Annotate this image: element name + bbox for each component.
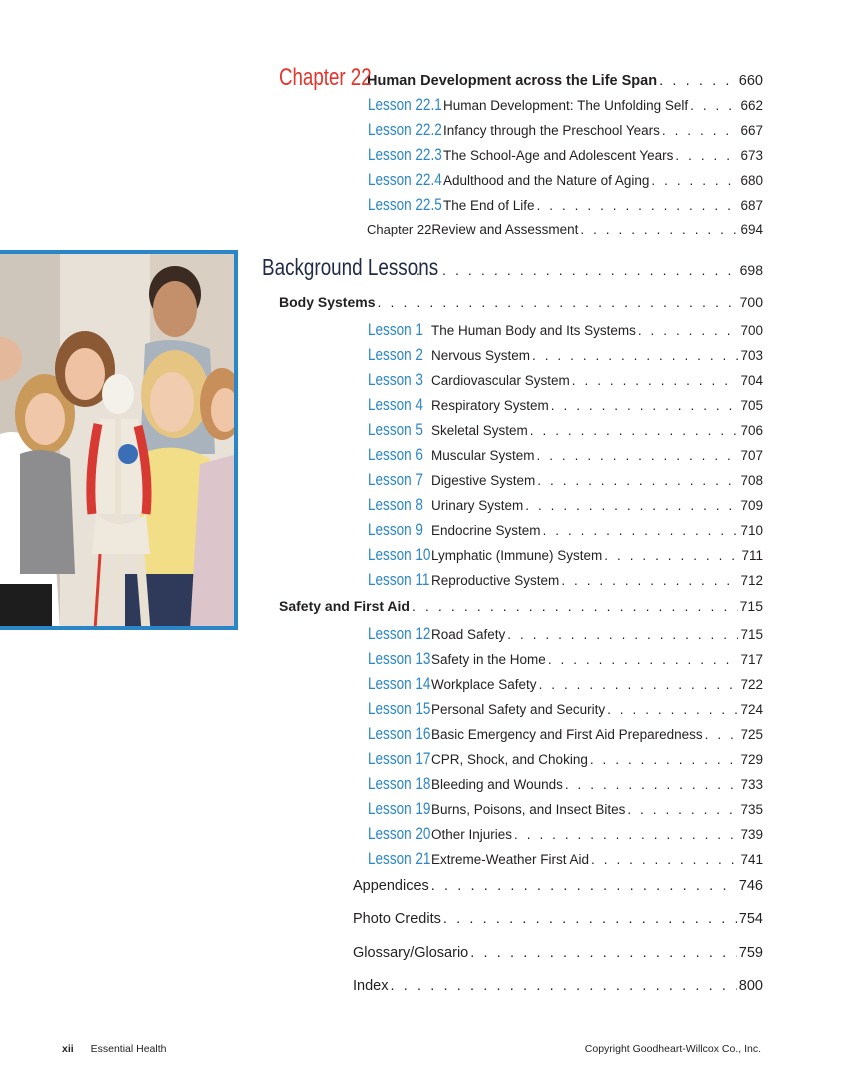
back-matter-row[interactable] <box>353 978 763 994</box>
page-number: 680 <box>740 173 763 188</box>
entry-title: Cardiovascular System <box>431 373 570 388</box>
section-title: Body Systems <box>279 294 376 310</box>
lesson-label: Lesson 4 <box>368 396 423 414</box>
lesson-label: Lesson 3 <box>368 371 423 389</box>
leader-dots <box>532 348 738 363</box>
background-lesson-row[interactable] <box>368 396 763 415</box>
leader-dots <box>543 523 739 538</box>
back-matter-row[interactable] <box>353 945 763 961</box>
back-matter-title: Appendices <box>353 878 429 894</box>
leader-dots <box>507 627 738 642</box>
leader-dots <box>551 398 739 413</box>
page-number: 712 <box>740 573 763 588</box>
lesson-label: Lesson 5 <box>368 421 423 439</box>
leader-dots <box>705 727 739 742</box>
lesson-label: Lesson 7 <box>368 471 423 489</box>
background-lesson-row[interactable] <box>368 700 763 719</box>
leader-dots <box>565 777 739 792</box>
review-label: Chapter 22 <box>367 222 432 237</box>
footer-copyright: Copyright Goodheart-Willcox Co., Inc. <box>584 1043 761 1055</box>
section-heading-row[interactable] <box>279 294 763 310</box>
entry-title: The Human Body and Its Systems <box>431 323 636 338</box>
leader-dots <box>390 978 736 994</box>
background-lesson-row[interactable] <box>368 346 763 365</box>
entry-title: The School-Age and Adolescent Years <box>443 148 674 163</box>
back-matter-title: Index <box>353 978 389 994</box>
leader-dots <box>514 827 738 842</box>
page-number: 687 <box>740 198 763 213</box>
lesson-label: Lesson 1 <box>368 321 423 339</box>
entry-title: Reproductive System <box>431 573 560 588</box>
leader-dots <box>675 148 738 163</box>
leader-dots <box>377 294 737 310</box>
back-matter-title: Photo Credits <box>353 911 441 927</box>
lesson-label: Lesson 22.1 <box>368 96 442 114</box>
chapter-lesson-row[interactable] <box>368 171 763 190</box>
chapter-label: Chapter 22 <box>279 64 372 91</box>
leader-dots <box>416 262 738 278</box>
page-number: 741 <box>740 852 763 867</box>
page-number: 735 <box>740 802 763 817</box>
entry-title: Lymphatic (Immune) System <box>431 548 603 563</box>
page-number: 717 <box>740 652 763 667</box>
background-lesson-row[interactable] <box>368 800 763 819</box>
lesson-label: Lesson 12 <box>368 625 431 643</box>
page-number: 722 <box>740 677 763 692</box>
footer-page-number: xii <box>62 1043 74 1055</box>
page-number: 725 <box>740 727 763 742</box>
lesson-label: Lesson 22.5 <box>368 196 442 214</box>
background-lesson-row[interactable] <box>368 471 763 490</box>
background-lesson-row[interactable] <box>368 321 763 340</box>
entry-title: Adulthood and the Nature of Aging <box>443 173 650 188</box>
leader-dots <box>431 878 737 894</box>
page-number: 704 <box>740 373 763 388</box>
page-number: 662 <box>740 98 763 113</box>
background-lesson-row[interactable] <box>368 625 763 644</box>
background-lesson-row[interactable] <box>368 675 763 694</box>
lesson-label: Lesson 17 <box>368 750 431 768</box>
leader-dots <box>443 911 737 927</box>
page-number: 667 <box>740 123 763 138</box>
leader-dots <box>470 945 737 961</box>
lesson-label: Lesson 21 <box>368 850 431 868</box>
background-title: Background Lessons <box>262 254 439 280</box>
page-number: 708 <box>740 473 763 488</box>
leader-dots <box>627 802 738 817</box>
page-number: 709 <box>740 498 763 513</box>
chapter-lesson-row[interactable] <box>368 121 763 140</box>
lesson-label: Lesson 6 <box>368 446 423 464</box>
background-lesson-row[interactable] <box>368 371 763 390</box>
leader-dots <box>591 852 738 867</box>
background-lesson-row[interactable] <box>368 446 763 465</box>
entry-title: Human Development: The Unfolding Self <box>443 98 689 113</box>
page-number: 733 <box>740 777 763 792</box>
background-lesson-row[interactable] <box>368 825 763 844</box>
entry-title: Muscular System <box>431 448 535 463</box>
page-number: 710 <box>740 523 763 538</box>
entry-title: The End of Life <box>443 198 535 213</box>
chapter-title: Human Development across the Life Span <box>367 73 658 89</box>
entry-title: Workplace Safety <box>431 677 537 692</box>
page-number: 754 <box>738 911 763 927</box>
lesson-label: Lesson 15 <box>368 700 431 718</box>
back-matter-row[interactable] <box>353 911 763 927</box>
page-number: 800 <box>738 978 763 994</box>
background-lesson-row[interactable] <box>368 775 763 794</box>
lesson-label: Lesson 14 <box>368 675 431 693</box>
lesson-label: Lesson 22.2 <box>368 121 442 139</box>
section-title: Safety and First Aid <box>279 598 410 614</box>
background-lesson-row[interactable] <box>368 496 763 515</box>
chapter-heading-row[interactable] <box>279 64 763 92</box>
background-lesson-row[interactable] <box>368 546 763 565</box>
lesson-label: Lesson 19 <box>368 800 431 818</box>
entry-title: Other Injuries <box>431 827 513 842</box>
chapter-lesson-row[interactable] <box>368 96 763 115</box>
leader-dots <box>604 548 739 563</box>
background-heading-row[interactable] <box>262 254 763 281</box>
background-lesson-row[interactable] <box>368 521 763 540</box>
lesson-label: Lesson 16 <box>368 725 431 743</box>
background-lesson-row[interactable] <box>368 725 763 744</box>
background-lesson-row[interactable] <box>368 650 763 669</box>
entry-title: Extreme-Weather First Aid <box>431 852 590 867</box>
chapter-page: 660 <box>738 73 763 89</box>
leader-dots <box>690 98 738 113</box>
lesson-label: Lesson 20 <box>368 825 431 843</box>
entry-title: Nervous System <box>431 348 531 363</box>
entry-title: Bleeding and Wounds <box>431 777 563 792</box>
entry-title: CPR, Shock, and Choking <box>431 752 588 767</box>
page-number: 700 <box>739 294 763 310</box>
leader-dots <box>525 498 738 513</box>
background-lesson-row[interactable] <box>368 571 763 590</box>
background-page: 698 <box>739 262 763 278</box>
lesson-label: Lesson 11 <box>368 571 430 589</box>
chapter-review-row[interactable] <box>367 222 763 237</box>
entry-title: Basic Emergency and First Aid Preparedness <box>431 727 703 742</box>
entry-title: Digestive System <box>431 473 536 488</box>
leader-dots <box>548 652 739 667</box>
leader-dots <box>590 752 739 767</box>
chapter-lesson-row[interactable] <box>368 146 763 165</box>
leader-dots <box>662 123 739 138</box>
page-number: 746 <box>738 878 763 894</box>
review-title: Review and Assessment <box>431 222 579 237</box>
review-page: 694 <box>740 222 763 237</box>
entry-title: Safety in the Home <box>431 652 546 667</box>
leader-dots <box>580 222 738 237</box>
leader-dots <box>659 73 737 89</box>
background-lesson-row[interactable] <box>368 750 763 769</box>
leader-dots <box>651 173 738 188</box>
leader-dots <box>561 573 738 588</box>
page-number: 711 <box>741 548 763 563</box>
entry-title: Road Safety <box>431 627 506 642</box>
back-matter-title: Glossary/Glosario <box>353 945 469 961</box>
leader-dots <box>572 373 739 388</box>
background-lesson-row[interactable] <box>368 421 763 440</box>
lesson-label: Lesson 8 <box>368 496 423 514</box>
lesson-label: Lesson 13 <box>368 650 431 668</box>
page-number: 739 <box>740 827 763 842</box>
leader-dots <box>530 423 739 438</box>
page-number: 715 <box>739 598 763 614</box>
entry-title: Skeletal System <box>431 423 528 438</box>
leader-dots <box>537 473 738 488</box>
leader-dots <box>607 702 738 717</box>
leader-dots <box>537 198 739 213</box>
page-number: 724 <box>740 702 763 717</box>
page-number: 715 <box>740 627 763 642</box>
background-lesson-row[interactable] <box>368 850 763 869</box>
lesson-label: Lesson 2 <box>368 346 423 364</box>
leader-dots <box>638 323 739 338</box>
entry-title: Infancy through the Preschool Years <box>443 123 660 138</box>
footer-book-title: Essential Health <box>90 1043 167 1055</box>
lesson-label: Lesson 22.3 <box>368 146 442 164</box>
entry-title: Endocrine System <box>431 523 541 538</box>
footer-left <box>62 1043 166 1055</box>
entry-title: Burns, Poisons, and Insect Bites <box>431 802 626 817</box>
page-number: 706 <box>740 423 763 438</box>
leader-dots <box>537 448 739 463</box>
page-number: 707 <box>740 448 763 463</box>
page-number: 729 <box>740 752 763 767</box>
lesson-label: Lesson 22.4 <box>368 171 442 189</box>
lesson-label: Lesson 18 <box>368 775 431 793</box>
lesson-label: Lesson 10 <box>368 546 431 564</box>
entry-title: Respiratory System <box>431 398 549 413</box>
page-number: 673 <box>740 148 763 163</box>
entry-title: Personal Safety and Security <box>431 702 606 717</box>
leader-dots <box>539 677 739 692</box>
entry-title: Urinary System <box>431 498 524 513</box>
section-heading-row[interactable] <box>279 598 763 614</box>
back-matter-row[interactable] <box>353 878 763 894</box>
page-number: 705 <box>740 398 763 413</box>
chapter-lesson-row[interactable] <box>368 196 763 215</box>
page-number: 759 <box>738 945 763 961</box>
leader-dots <box>412 598 738 614</box>
page-number: 703 <box>740 348 763 363</box>
lesson-label: Lesson 9 <box>368 521 423 539</box>
students-skeleton-photo <box>0 250 238 630</box>
page-number: 700 <box>740 323 763 338</box>
